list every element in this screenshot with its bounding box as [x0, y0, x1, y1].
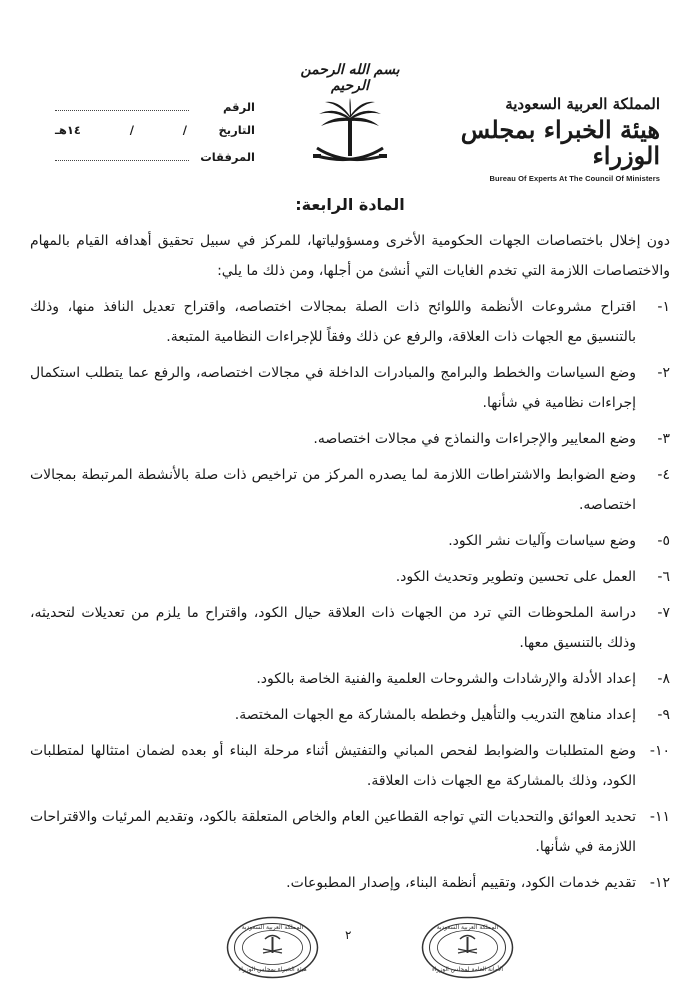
official-stamp-right [420, 915, 515, 984]
article-item-number: ٣- [657, 431, 670, 447]
article-item-text: وضع سياسات وآليات نشر الكود. [448, 533, 636, 549]
article-item-number: ١٢- [649, 875, 670, 891]
organization-name: هيئة الخبراء بمجلس الوزراء [460, 115, 660, 171]
article-item [30, 526, 670, 556]
article-item-text: تحديد العوائق والتحديات التي تواجه القطاعين العام والخاص المتعلقة بالكود، وتقديم المرئيات والاقتراحات اللازمة في شأنها. [30, 809, 636, 855]
article-item-number: ٥- [657, 533, 670, 549]
article-item-number: ١- [657, 299, 670, 315]
article-intro: دون إخلال باختصاصات الجهات الحكومية الأخرى ومسؤولياتها، للمركز في سبيل تحقيق أهدافه القيام بالمهام والاختصاصات اللازمة التي تخدم الغايات التي أنشئ من أجلها، ومن ذلك ما يلي: [30, 233, 670, 279]
reference-row [55, 98, 255, 123]
date-suffix: ١٤هـ [55, 123, 81, 137]
date-row [55, 123, 255, 148]
article-item [30, 736, 670, 796]
article-item-number: ١٠- [649, 743, 670, 759]
article-title: المادة الرابعة: [295, 195, 405, 214]
article-item [30, 292, 670, 352]
stamp-top-text: المملكة العربية السعودية [436, 924, 499, 931]
article-item-text: وضع السياسات والخطط والبرامج والمبادرات الداخلة في مجالات اختصاصه، والرفع عما يتطلب استكمال إجراءات نظامية في شأنها. [30, 365, 636, 411]
date-label: التاريخ [218, 123, 255, 137]
article-item [30, 358, 670, 418]
article-item [30, 868, 670, 898]
palm-swords-emblem-icon [305, 96, 395, 176]
article-item-number: ٤- [657, 467, 670, 483]
emblem-block [295, 62, 405, 176]
article-item [30, 700, 670, 730]
article-item [30, 802, 670, 862]
article-content [30, 195, 670, 904]
article-item-number: ٩- [657, 707, 670, 723]
article-items-list [30, 292, 670, 898]
date-value [55, 123, 187, 137]
article-item-text: دراسة الملحوظات التي ترد من الجهات ذات العلاقة حيال الكود، واقتراح ما يلزم من تعديلات لتحديثه، وذلك بالتنسيق معها. [30, 605, 636, 651]
reference-label: الرقم [223, 100, 255, 114]
article-item-number: ٧- [657, 605, 670, 621]
article-item-text: وضع المتطلبات والضوابط لفحص المباني والتفتيش أثناء مرحلة البناء أو بعده لضمان امتثالها لمتطلبات الكود، وذلك بالمشاركة مع الجهات ذات العلاقة. [30, 743, 636, 789]
article-item-text: تقديم خدمات الكود، وتقييم أنظمة البناء، وإصدار المطبوعات. [286, 875, 636, 891]
article-item-text: اقتراح مشروعات الأنظمة واللوائح ذات الصلة بمجالات اختصاصه، واقتراح تعديل النافذ منها، وذلك بالتنسيق مع الجهات ذات العلاقة، والرفع عن ذلك وفقاً للإجراءات النظامية المتبعة. [30, 299, 636, 345]
stamp-bottom-text: هيئة الخبراء بمجلس الوزراء [238, 966, 307, 973]
article-item [30, 664, 670, 694]
attachments-line [55, 148, 189, 161]
reference-line [55, 98, 189, 111]
organization-name-english: Bureau Of Experts At The Council Of Ministers [489, 173, 660, 183]
basmala: بسم الله الرحمن الرحيم [300, 62, 400, 94]
article-item [30, 460, 670, 520]
date-separator: / [129, 123, 134, 137]
article-item-text: إعداد الأدلة والإرشادات والشروحات العلمية والفنية الخاصة بالكود. [256, 671, 636, 687]
article-item-text: وضع الضوابط والاشتراطات اللازمة لما يصدره المركز من تراخيص ذات صلة بالأنشطة المرتبطة بمجالات اختصاصه. [30, 467, 636, 513]
article-item-text: العمل على تحسين وتطوير وتحديث الكود. [395, 569, 636, 585]
article-item [30, 598, 670, 658]
stamp-seal-icon [225, 915, 320, 980]
article-item-number: ٢- [657, 365, 670, 381]
article-item [30, 424, 670, 454]
stamp-top-text: المملكة العربية السعودية [241, 924, 304, 931]
article-item-number: ٨- [657, 671, 670, 687]
article-item [30, 562, 670, 592]
official-stamp-left [225, 915, 320, 984]
attachments-row [55, 148, 255, 173]
page-number: ٢ [345, 928, 352, 942]
reference-block [55, 98, 255, 173]
country-name: المملكة العربية السعودية [505, 95, 660, 113]
article-item-text: إعداد مناهج التدريب والتأهيل وخططه بالمشاركة مع الجهات المختصة. [234, 707, 636, 723]
date-separator: / [182, 123, 187, 137]
article-item-number: ١١- [649, 809, 670, 825]
article-item-text: وضع المعايير والإجراءات والنماذج في مجالات اختصاصه. [313, 431, 636, 447]
organization-block [450, 95, 660, 183]
article-item-number: ٦- [657, 569, 670, 585]
attachments-label: المرفقات [200, 150, 255, 164]
stamp-bottom-text: الأمانة العامة لمجلس الوزراء [431, 966, 504, 973]
stamp-seal-icon [420, 915, 515, 980]
letterhead [0, 50, 700, 190]
